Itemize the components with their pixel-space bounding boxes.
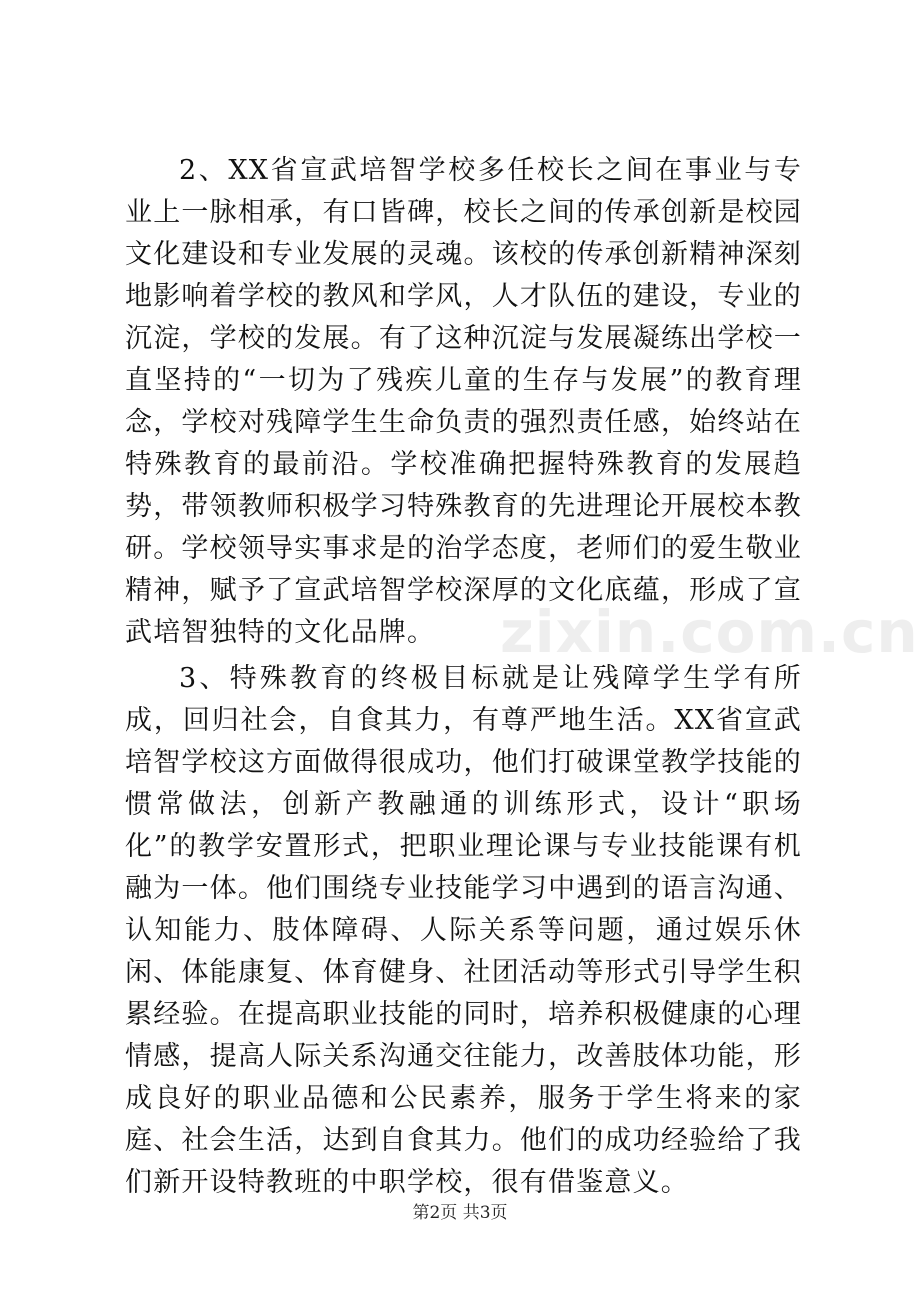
paragraph-3: 3、特殊教育的终极目标就是让残障学生学有所成，回归社会，自食其力，有尊严地生活。XX省宣武培智学校这方面做得很成功，他们打破课堂教学技能的惯常做法，创新产教融通的训练形式，设计“职场化”的教学安置形式，把职业理论课与专业技能课有机融为一体。他们围绕专业技能学习中遇到的语言沟通、认知能力、肢体障碍、人际关系等问题，通过娱乐休闲、体能康复、体育健身、社团活动等形式引导学生积累经验。在提高职业技能的同时，培养积极健康的心理情感，提高人际关系沟通交往能力，改善肢体功能，形成良好的职业品德和公民素养，服务于学生将来的家庭、社会生活，达到自食其力。他们的成功经验给了我们新开设特教班的中职学校，很有借鉴意义。 [125,663,802,1198]
page-footer: 第2页 共3页 [412,1203,508,1223]
watermark: zixin.com.cn [500,598,919,666]
paragraph-2: 2、XX省宣武培智学校多任校长之间在事业与专业上一脉相承，有口皆碑，校长之间的传承创新是校园文化建设和专业发展的灵魂。该校的传承创新精神深刻地影响着学校的教风和学风，人才队伍的建设，专业的沉淀，学校的发展。有了这种沉淀与发展凝练出学校一直坚持的“一切为了残疾儿童的生存与发展”的教育理念，学校对残障学生生命负责的强烈责任感，始终站在特殊教育的最前沿。学校准确把握特殊教育的发展趋势，带领教师积极学习特殊教育的先进理论开展校本教研。学校领导实事求是的治学态度，老师们的爱生敬业精神，赋予了宣武培智学校深厚的文化底蕴，形成了宣武培智独特的文化品牌。 [125,155,802,648]
